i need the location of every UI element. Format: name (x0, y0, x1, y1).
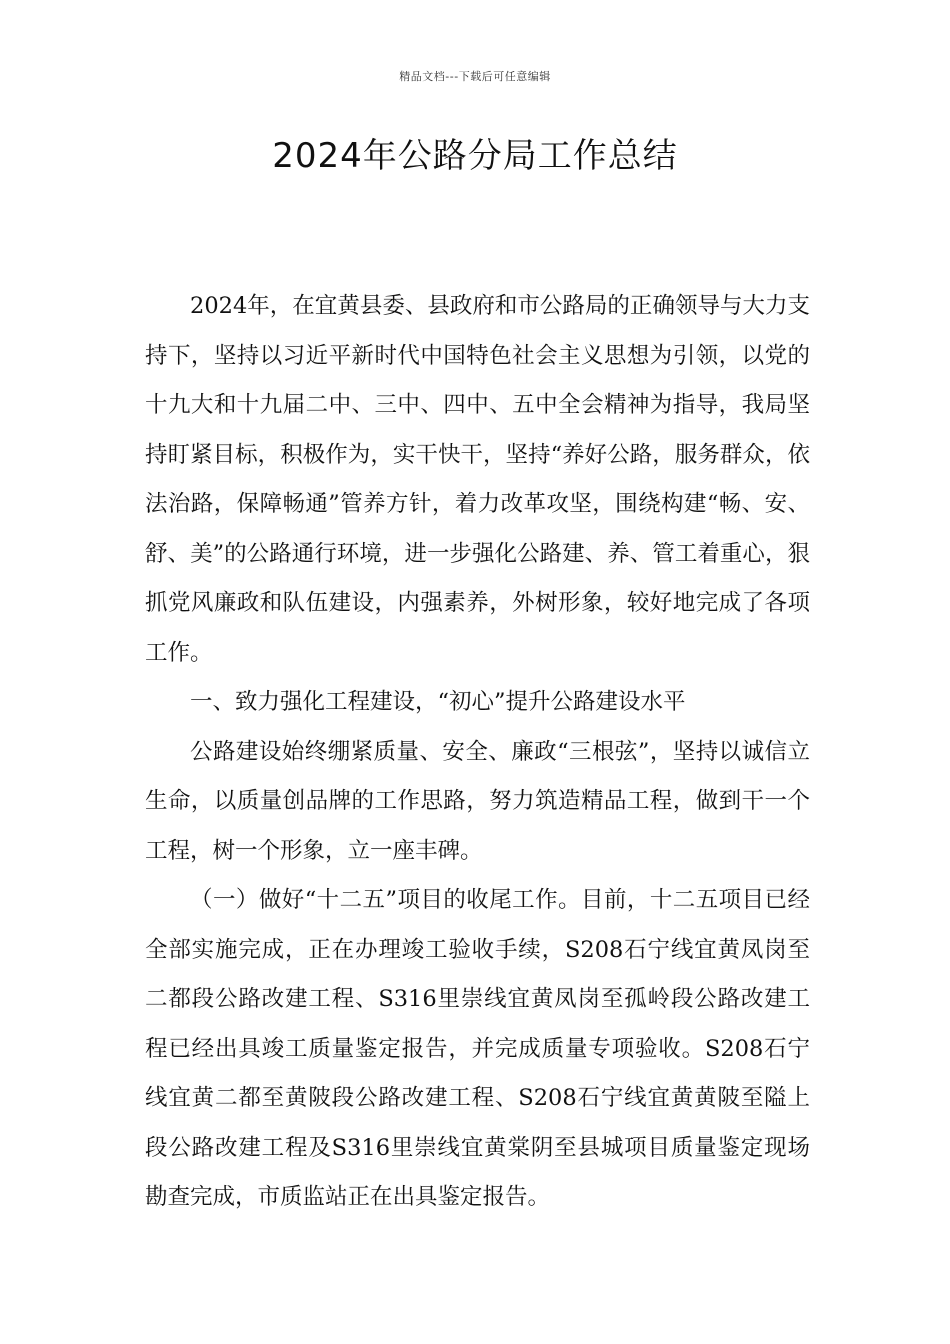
document-body (145, 282, 810, 1223)
header-note: 精品文档---下载后可任意编辑 (399, 70, 551, 83)
paragraph-section-1-intro: 公路建设始终绷紧质量、安全、廉政“三根弦”，坚持以诚信立生命，以质量创品牌的工作思路，努力筑造精品工程，做到干一个工程，树一个形象，立一座丰碑。 (145, 738, 810, 864)
paragraph-subsection-1: （一）做好“十二五”项目的收尾工作。目前，十二五项目已经全部实施完成，正在办理竣工验收手续，S208石宁线宜黄凤岗至二都段公路改建工程、S316里崇线宜黄凤岗至孤岭段公路改建工程已经出具竣工质量鉴定报告，并完成质量专项验收。S208石宁线宜黄二都至黄陂段公路改建工程、S208石宁线宜黄黄陂至隘上段公路改建工程及S316里崇线宜黄棠阴至县城项目质量鉴定现场勘查完成，市质监站正在出具鉴定报告。 (145, 887, 810, 1210)
document-title: 2024年公路分局工作总结 (272, 136, 678, 176)
section-heading-1: 一、致力强化工程建设，“初心”提升公路建设水平 (190, 689, 686, 715)
paragraph-intro: 2024年，在宜黄县委、县政府和市公路局的正确领导与大力支持下，坚持以习近平新时代中国特色社会主义思想为引领，以党的十九大和十九届二中、三中、四中、五中全会精神为指导，我局坚持盯紧目标，积极作为，实干快干，坚持“养好公路，服务群众，依法治路，保障畅通”管养方针，着力改革攻坚，围绕构建“畅、安、舒、美”的公路通行环境，进一步强化公路建、养、管工着重心，狠抓党风廉政和队伍建设，内强素养，外树形象，较好地完成了各项工作。 (145, 293, 810, 666)
